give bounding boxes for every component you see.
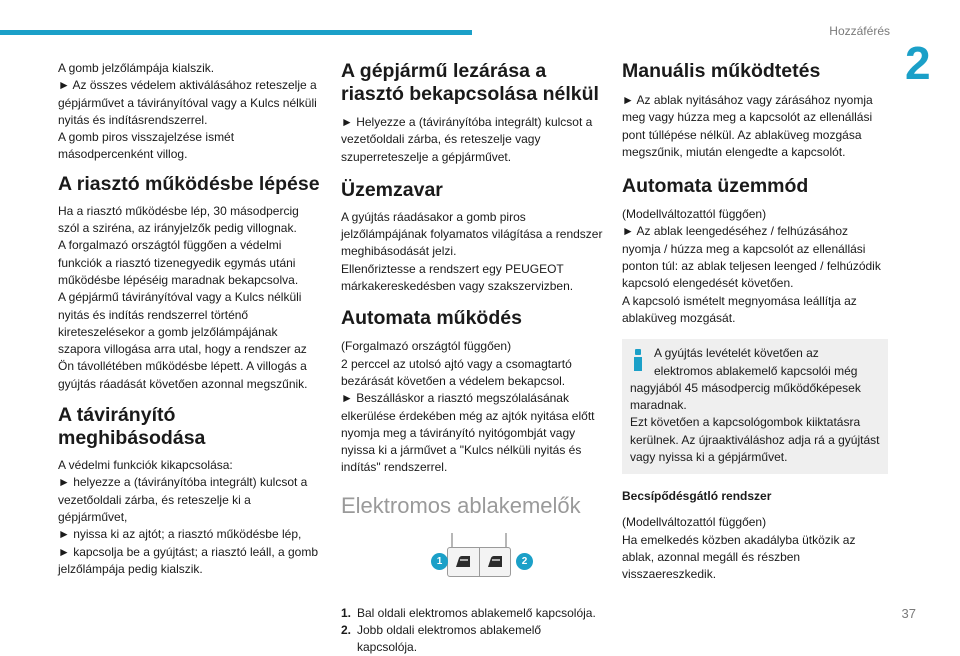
section-name: Hozzáférés xyxy=(829,24,890,38)
automatic-operation-text: (Forgalmazó országtól függően) 2 perccel az utolsó ajtó vagy a csomagtartó bezárását követően a védelem bekapcsol. ► Beszálláskor a riasztó megszólalásának elkerülése érdekében még az ajtók nyitása előtt nyomja meg a távirányító nyitógombját vagy nyissa ki a járművet a "Kulcs nélküli nyitás és indítás" rendszerrel. xyxy=(341,339,595,475)
legend-item xyxy=(341,622,603,656)
column-2 xyxy=(341,60,603,656)
figure-legend xyxy=(341,605,603,656)
window-switch-icon xyxy=(487,555,503,568)
callout-badge-2: 2 xyxy=(516,553,533,570)
legend-text: Jobb oldali elektromos ablakemelő kapcsolója. xyxy=(357,622,542,654)
lock-without-alarm-text: ► Helyezze a (távirányítóba integrált) kulcsot a vezetőoldali zárba, és reteszelje vagy szuperreteszelje a gépjárművet. xyxy=(341,115,593,164)
manual-operation-text: ► Az ablak nyitásához vagy zárásához nyomja meg vagy húzza meg a kapcsolót az ellenállási pont túllépése nélkül. Az ablaküveg mozgása megszűnik, miután elengedte a kapcsolót. xyxy=(622,93,873,159)
column-1 xyxy=(58,60,320,578)
legend-text: Bal oldali elektromos ablakemelő kapcsolója. xyxy=(357,605,596,620)
info-note xyxy=(622,339,888,474)
anti-pinch-text: (Modellváltozattól függően) Ha emelkedés közben akadályba ütközik az ablak, azonnal megáll és részben visszaereszkedik. xyxy=(622,515,856,582)
malfunction-text: A gyújtás ráadásakor a gomb piros jelzőlámpájának folyamatos világítása a rendszer meghibásodását jelzi. Ellenőriztesse a rendszert egy PEUGEOT márkakereskedésben vagy szakszervizben. xyxy=(341,209,603,294)
page-number: 37 xyxy=(901,606,916,621)
callout-badge-1: 1 xyxy=(431,553,448,570)
electric-windows-heading: Elektromos ablakemelők xyxy=(341,492,581,518)
legend-item xyxy=(341,605,603,622)
legend-number: 2. xyxy=(341,622,352,637)
chapter-number: 2 xyxy=(905,37,931,89)
automatic-mode-heading: Automata üzemmód xyxy=(622,175,809,198)
window-switch-figure xyxy=(435,533,531,591)
info-icon xyxy=(631,349,645,371)
left-window-switch xyxy=(448,548,479,576)
header-accent-bar xyxy=(0,30,472,35)
manual-operation-heading: Manuális működtetés xyxy=(622,60,821,82)
window-switch-panel xyxy=(447,547,511,577)
alarm-heading: A riasztó működésbe lépése xyxy=(58,172,320,195)
intro-text: A gomb jelzőlámpája kialszik. ► Az összes védelem aktiválásához reteszelje a gépjárművet a távirányítóval vagy a Kulcs nélküli nyitás és indításrendszerrel. A gomb piros visszajelzése ismét másodpercenként villog. xyxy=(58,61,317,162)
info-note-text: nagyjából 45 másodpercig működőképesek maradnak. Ezt követően a kapcsológombok kiiktatásra kerülnek. Az újraaktiváláshoz adja rá a gyújtást vagy nyissa ki a gépjárművet. xyxy=(630,380,880,465)
remote-fault-text: A védelmi funkciók kikapcsolása: ► helyezze a (távirányítóba integrált) kulcsot a vezetőoldali zárba, és reteszelje ki a gépjárművet, ► nyissa ki az ajtót; a riasztó működésbe lép, ► kapcsolja be a gyújtást; a riasztó leáll, a gomb jelzőlámpája pedig kialszik. xyxy=(58,458,319,576)
window-switch-icon xyxy=(455,555,471,568)
wire-left xyxy=(451,533,453,547)
automatic-mode-text: (Modellváltozattól függően) ► Az ablak leengedéséhez / felhúzásához nyomja / húzza meg a kapcsolót az ellenállási ponton túl: az ablak teljesen leenged / felhúzódik kapcsoló elengedését követően. A kapcsoló ismételt megnyomása leállítja az ablaküveg mozgását. xyxy=(622,207,881,325)
remote-fault-heading: A távirányító meghibásodása xyxy=(58,404,206,450)
right-window-switch xyxy=(479,548,511,576)
column-3 xyxy=(622,60,888,584)
alarm-text: Ha a riasztó működésbe lép, 30 másodpercig szól a sziréna, az irányjelzők pedig villognak. A forgalmazó országtól függően a védelmi funkciók a riasztó tizenegyedik egymás utáni működésbe lépéséig maradnak bekapcsolva. A gépjármű távirányítóval vagy a Kulcs nélküli nyitás és indítás rendszerrel történő kireteszelésekor a gomb jelzőlámpájának szapora villogása arra utal, hogy a rendszer az Ön távollétében működésbe lépett. A villogás a gyújtás ráadását követően azonnal megszűnik. xyxy=(58,203,308,391)
info-note-lead: A gyújtás levételét követően az elektromos ablakemelő kapcsolói még xyxy=(654,346,858,378)
automatic-operation-heading: Automata működés xyxy=(341,307,522,330)
legend-number: 1. xyxy=(341,605,352,620)
wire-right xyxy=(505,533,507,547)
anti-pinch-heading: Becsípődésgátló rendszer xyxy=(622,489,772,504)
lock-without-alarm-heading: A gépjármű lezárása a riasztó bekapcsolása nélkül xyxy=(341,60,599,105)
malfunction-heading: Üzemzavar xyxy=(341,178,443,201)
